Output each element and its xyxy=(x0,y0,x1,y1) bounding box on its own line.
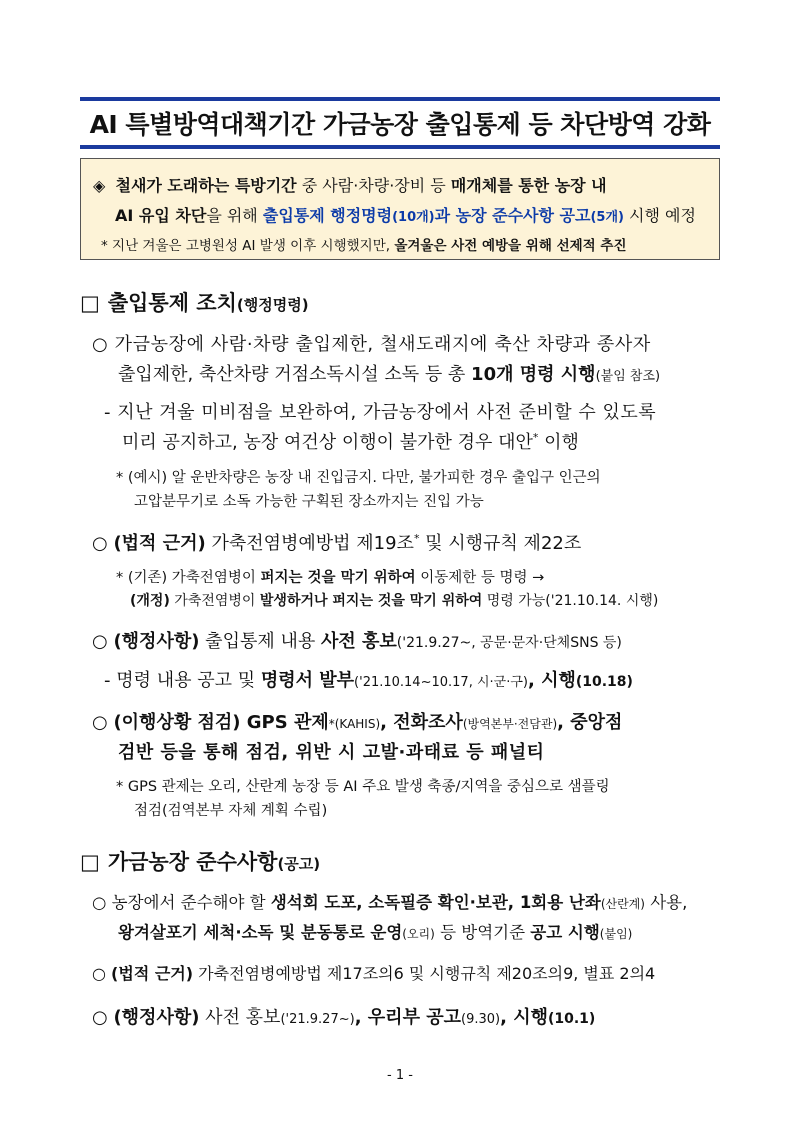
s2-item-3: ○ (행정사항) 사전 홍보('21.9.27~), 우리부 공고(9.30), 시행(10.1) xyxy=(92,1007,596,1028)
s1-note-2-line-2: (개정) 가축전염병이 발생하거나 퍼지는 것을 막기 위하여 명령 가능('21.10.14. 시행) xyxy=(130,593,659,609)
page-title: AI 특별방역대책기간 가금농장 출입통제 등 차단방역 강화 xyxy=(89,110,711,139)
s1-detail-1-line-1: - 지난 겨울 미비점을 보완하여, 가금농장에서 사전 준비할 수 있도록 xyxy=(104,402,657,423)
title-rule-bottom xyxy=(80,145,720,149)
summary-line-3: * 지난 겨울은 고병원성 AI 발생 이후 시행했지만, 올겨울은 사전 예방을 위해 선제적 추진 xyxy=(101,238,627,254)
square-bullet-icon: □ xyxy=(80,291,100,315)
summary-line-1: ◈ 철새가 도래하는 특방기간 중 사람·차량·장비 등 매개체를 통한 농장 내 xyxy=(93,176,607,195)
s1-note-4-line-2: 점검(검역본부 자체 계획 수립) xyxy=(134,803,328,819)
s2-item-2: ○ (법적 근거) 가축전염병예방법 제17조의6 및 시행규칙 제20조의9, 별표 2의4 xyxy=(92,964,656,983)
summary-line-2: AI 유입 차단을 위해 출입통제 행정명령(10개)과 농장 준수사항 공고(5개) 시행 예정 xyxy=(115,206,696,225)
s1-note-1-line-1: * (예시) 알 운반차량은 농장 내 진입금지. 다만, 불가피한 경우 출입구 인근의 xyxy=(116,470,601,486)
s1-item-4-line-1: ○ (이행상황 점검) GPS 관제*(KAHIS), 전화조사(방역본부·전담관), 중앙점 xyxy=(92,712,623,733)
diamond-bullet-icon: ◈ xyxy=(93,176,106,195)
summary-box xyxy=(80,158,720,260)
s1-detail-3: - 명령 내용 공고 및 명령서 발부('21.10.14~10.17, 시·군·구), 시행(10.18) xyxy=(104,670,633,691)
s1-detail-1-line-2: 미리 공지하고, 농장 여건상 이행이 불가한 경우 대안* 이행 xyxy=(122,431,579,453)
section-2-heading: □ 가금농장 준수사항(공고) xyxy=(80,850,321,874)
s1-item-4-line-2: 검반 등을 통해 점검, 위반 시 고발·과태료 등 패널티 xyxy=(118,742,545,763)
s1-note-4-line-1: * GPS 관제는 오리, 산란계 농장 등 AI 주요 발생 축종/지역을 중심으로 샘플링 xyxy=(116,779,610,795)
s1-note-2-line-1: * (기존) 가축전염병이 퍼지는 것을 막기 위하여 이동제한 등 명령 → xyxy=(116,570,545,586)
s1-item-1-line-2: 출입제한, 축산차량 거점소독시설 소독 등 총 10개 명령 시행(붙임 참조) xyxy=(118,364,661,385)
square-bullet-icon: □ xyxy=(80,850,100,874)
s2-item-1-line-1: ○ 농장에서 준수해야 할 생석회 도포, 소독필증 확인·보관, 1회용 난좌(산란계) 사용, xyxy=(92,893,688,912)
s1-item-2: ○ (법적 근거) 가축전염병예방법 제19조* 및 시행규칙 제22조 xyxy=(92,532,582,554)
section-1-heading: □ 출입통제 조치(행정명령) xyxy=(80,291,309,315)
s2-item-1-line-2: 왕겨살포기 세척·소독 및 분동통로 운영(오리) 등 방역기준 공고 시행(붙임) xyxy=(118,923,633,942)
title-banner xyxy=(80,97,720,149)
s1-note-1-line-2: 고압분무기로 소독 가능한 구획된 장소까지는 진입 가능 xyxy=(134,494,484,510)
page-number: - 1 - xyxy=(387,1068,413,1083)
s1-item-3: ○ (행정사항) 출입통제 내용 사전 홍보('21.9.27~, 공문·문자·단체SNS 등) xyxy=(92,631,622,652)
s1-item-1-line-1: ○ 가금농장에 사람·차량 출입제한, 철새도래지에 축산 차량과 종사자 xyxy=(92,334,651,355)
